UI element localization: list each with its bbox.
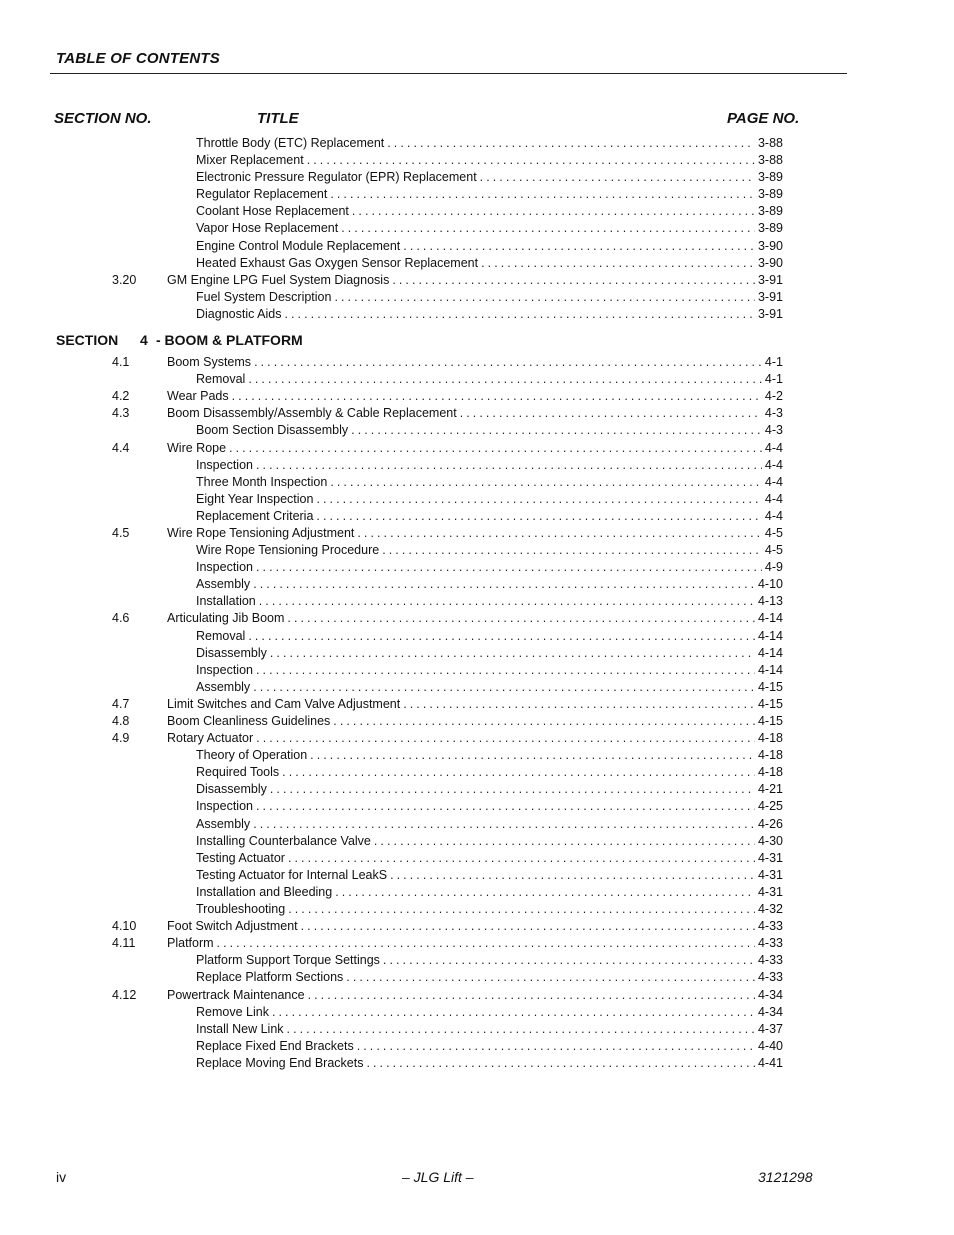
toc-row <box>0 798 954 815</box>
toc-entry-page: 3-90 <box>757 238 783 253</box>
dot-leader <box>366 1055 755 1072</box>
toc-row <box>0 135 954 152</box>
toc-entry-title: Regulator Replacement <box>196 187 328 202</box>
toc-entry-page: 4-34 <box>757 987 783 1002</box>
toc-entry[interactable] <box>196 1038 783 1055</box>
toc-row <box>0 1004 954 1021</box>
toc-entry-number: 4.4 <box>112 440 130 455</box>
toc-entry[interactable] <box>196 662 783 679</box>
toc-entry-number: 4.12 <box>112 987 137 1002</box>
toc-row <box>0 525 954 542</box>
toc-entry-title: Removal <box>196 372 246 387</box>
toc-entry-page: 4-34 <box>757 1004 783 1019</box>
toc-entry-title: Foot Switch Adjustment <box>167 919 298 934</box>
toc-row <box>0 816 954 833</box>
toc-entry-number: 4.3 <box>112 406 130 421</box>
toc-entry[interactable] <box>196 816 783 833</box>
toc-row <box>0 969 954 986</box>
dot-leader <box>481 255 755 272</box>
toc-entry-page: 4-30 <box>757 833 783 848</box>
dot-leader <box>284 306 755 323</box>
toc-entry[interactable] <box>196 559 783 576</box>
toc-entry[interactable] <box>196 901 783 918</box>
toc-entry-page: 4-31 <box>757 867 783 882</box>
toc-row <box>0 987 954 1004</box>
toc-entry-title: GM Engine LPG Fuel System Diagnosis <box>167 272 390 287</box>
toc-entry-title: Fuel System Description <box>196 289 332 304</box>
toc-entry[interactable] <box>167 272 783 289</box>
dot-leader <box>316 491 761 508</box>
toc-entry-title: Limit Switches and Cam Valve Adjustment <box>167 696 401 711</box>
toc-entry-page: 4-4 <box>764 508 783 523</box>
toc-entry-title: Diagnostic Aids <box>196 306 282 321</box>
toc-row <box>0 306 954 323</box>
toc-entry[interactable] <box>196 152 783 169</box>
toc-entry-number: 4.5 <box>112 525 130 540</box>
dot-leader <box>248 371 762 388</box>
section-heading <box>0 327 954 353</box>
toc-entry-title: Installation and Bleeding <box>196 884 333 899</box>
toc-entry[interactable] <box>196 220 783 237</box>
toc-entry-number: 4.9 <box>112 731 130 746</box>
toc-entry-page: 4-1 <box>764 372 783 387</box>
toc-entry-title: Inspection <box>196 799 253 814</box>
footer-page-number: iv <box>56 1169 67 1185</box>
dot-leader <box>253 576 755 593</box>
dot-leader <box>253 679 755 696</box>
toc-row <box>0 884 954 901</box>
dot-leader <box>310 747 755 764</box>
toc-entry-title: Assembly <box>196 577 251 592</box>
toc-entry-page: 4-31 <box>757 884 783 899</box>
column-header-page: PAGE NO. <box>727 110 800 127</box>
toc-row <box>0 781 954 798</box>
toc-entry-number: 4.8 <box>112 714 130 728</box>
column-header-section: SECTION NO. <box>54 110 152 127</box>
toc-entry-title: Assembly <box>196 679 251 694</box>
dot-leader <box>480 169 755 186</box>
section-heading-label: SECTION <box>56 332 119 349</box>
toc-entry-page: 4-4 <box>764 457 783 472</box>
toc-entry-page: 4-18 <box>757 731 783 746</box>
toc-entry[interactable] <box>196 1004 783 1021</box>
toc-entry-page: 4-14 <box>757 645 783 660</box>
dot-leader <box>256 662 755 679</box>
toc-entry-title: Disassembly <box>196 645 267 660</box>
toc-row <box>0 679 954 696</box>
toc-row <box>0 220 954 237</box>
toc-entry-title: Three Month Inspection <box>196 474 328 489</box>
toc-entry-title: Replace Moving End Brackets <box>196 1055 364 1070</box>
toc-entry-page: 4-33 <box>757 936 783 951</box>
toc-row <box>0 371 954 388</box>
toc-entry-title: Platform <box>167 936 214 951</box>
toc-entry-page: 4-2 <box>764 389 783 404</box>
toc-entry[interactable] <box>196 289 783 306</box>
header-rule <box>50 73 847 74</box>
toc-entry-page: 4-3 <box>764 406 783 421</box>
toc-row <box>0 388 954 405</box>
toc-entry[interactable] <box>196 645 783 662</box>
dot-leader <box>217 935 755 952</box>
toc-entry[interactable] <box>196 1021 783 1038</box>
dot-leader <box>307 152 755 169</box>
toc-entry-page: 3-89 <box>757 204 783 219</box>
toc-entry[interactable] <box>196 969 783 986</box>
toc-entry-title: Coolant Hose Replacement <box>196 204 349 219</box>
footer-document-number: 3121298 <box>758 1169 813 1185</box>
dot-leader <box>253 816 755 833</box>
toc-row <box>0 901 954 918</box>
toc-row <box>0 422 954 439</box>
toc-entry[interactable] <box>167 610 783 627</box>
toc-entry-title: Install New Link <box>196 1021 284 1036</box>
section-heading-title: - BOOM & PLATFORM <box>156 332 303 349</box>
toc-entry-page: 4-15 <box>757 714 783 728</box>
toc-row <box>0 272 954 289</box>
toc-entry[interactable] <box>167 713 783 730</box>
toc-entry-title: Heated Exhaust Gas Oxygen Sensor Replacement <box>196 255 479 270</box>
dot-leader <box>308 987 755 1004</box>
toc-entry-title: Troubleshooting <box>196 902 286 917</box>
toc-entry-title: Remove Link <box>196 1004 269 1019</box>
toc-entry[interactable] <box>196 833 783 850</box>
toc-entry-title: Boom Section Disassembly <box>196 423 349 438</box>
dot-leader <box>374 833 755 850</box>
toc-entry[interactable] <box>167 525 783 542</box>
toc-entry-page: 4-15 <box>757 696 783 711</box>
dot-leader <box>270 781 755 798</box>
toc-entry-page: 4-1 <box>764 355 783 370</box>
toc-entry[interactable] <box>196 491 783 508</box>
dot-leader <box>357 1038 755 1055</box>
toc-entry[interactable] <box>196 850 783 867</box>
toc-entry-page: 4-37 <box>757 1021 783 1036</box>
dot-leader <box>254 354 762 371</box>
toc-entry[interactable] <box>196 238 783 255</box>
toc-entry[interactable] <box>167 696 783 713</box>
toc-entry[interactable] <box>196 867 783 884</box>
dot-leader <box>248 628 755 645</box>
toc-entry[interactable] <box>196 169 783 186</box>
toc-entry-title: Installing Counterbalance Valve <box>196 833 371 848</box>
toc-entry-title: Vapor Hose Replacement <box>196 221 339 236</box>
toc-entry[interactable] <box>167 918 783 935</box>
toc-entry-title: Required Tools <box>196 765 280 780</box>
dot-leader <box>330 186 755 203</box>
dot-leader <box>333 713 755 730</box>
dot-leader <box>387 135 755 152</box>
toc-entry-title: Eight Year Inspection <box>196 491 314 506</box>
toc-entry-title: Testing Actuator for Internal LeakS <box>196 867 388 882</box>
dot-leader <box>270 645 755 662</box>
dot-leader <box>346 969 755 986</box>
toc-entry[interactable] <box>196 952 783 969</box>
toc-entry-title: Boom Cleanliness Guidelines <box>167 714 331 728</box>
toc-entry[interactable] <box>167 935 783 952</box>
toc-row <box>0 645 954 662</box>
toc-entry-title: Wire Rope Tensioning Procedure <box>196 543 380 558</box>
toc-entry-title: Inspection <box>196 560 253 575</box>
dot-leader <box>282 764 755 781</box>
toc-entry-page: 4-14 <box>757 611 783 626</box>
dot-leader <box>335 884 755 901</box>
toc-entry-page: 4-13 <box>757 594 783 609</box>
header-title: TABLE OF CONTENTS <box>56 50 220 67</box>
dot-leader <box>287 610 755 627</box>
toc-entry[interactable] <box>196 679 783 696</box>
toc-row <box>0 610 954 627</box>
dot-leader <box>301 918 755 935</box>
toc-entry-title: Rotary Actuator <box>167 731 254 746</box>
toc-entry[interactable] <box>196 255 783 272</box>
toc-entry-page: 4-14 <box>757 628 783 643</box>
toc-row <box>0 935 954 952</box>
dot-leader <box>351 422 762 439</box>
toc-entry-title: Electronic Pressure Regulator (EPR) Replacement <box>196 170 477 185</box>
toc-row <box>0 764 954 781</box>
toc-row <box>0 203 954 220</box>
dot-leader <box>272 1004 755 1021</box>
toc-entry[interactable] <box>196 1055 783 1072</box>
toc-entry-page: 4-31 <box>757 850 783 865</box>
toc-row <box>0 508 954 525</box>
toc-entry-page: 4-33 <box>757 953 783 968</box>
toc-entry[interactable] <box>196 798 783 815</box>
toc-entry[interactable] <box>196 764 783 781</box>
toc-entry[interactable] <box>196 593 783 610</box>
toc-entry-page: 3-88 <box>757 153 783 168</box>
toc-entry-title: Installation <box>196 594 256 609</box>
toc-row <box>0 474 954 491</box>
toc-entry-page: 4-41 <box>757 1055 783 1070</box>
toc-row <box>0 747 954 764</box>
dot-leader <box>288 850 755 867</box>
toc-entry-page: 4-9 <box>764 560 783 575</box>
toc-row <box>0 713 954 730</box>
toc-entry-title: Articulating Jib Boom <box>167 611 285 626</box>
toc-row <box>0 628 954 645</box>
toc-entry[interactable] <box>196 781 783 798</box>
dot-leader <box>316 508 762 525</box>
section-heading-number: 4 <box>140 332 148 349</box>
toc-entry-page: 4-5 <box>764 543 783 558</box>
toc-entry[interactable] <box>167 987 783 1004</box>
toc-entry-title: Boom Systems <box>167 355 252 370</box>
toc-entry[interactable] <box>196 884 783 901</box>
toc-entry-title: Inspection <box>196 662 253 677</box>
dot-leader <box>460 405 762 422</box>
dot-leader <box>403 696 755 713</box>
toc-row <box>0 867 954 884</box>
toc-entry[interactable] <box>167 440 783 457</box>
toc-entry[interactable] <box>196 186 783 203</box>
toc-entry-number: 4.10 <box>112 919 137 934</box>
dot-leader <box>334 289 755 306</box>
toc-entry-title: Powertrack Maintenance <box>167 987 305 1002</box>
toc-entry-number: 3.20 <box>112 272 137 287</box>
toc-entry-title: Mixer Replacement <box>196 153 304 168</box>
dot-leader <box>352 203 755 220</box>
dot-leader <box>383 952 755 969</box>
column-header-title: TITLE <box>257 110 299 127</box>
dot-leader <box>259 593 755 610</box>
toc-entry[interactable] <box>167 405 783 422</box>
toc-entry-page: 4-18 <box>757 748 783 763</box>
toc-entry-page: 4-32 <box>757 902 783 917</box>
toc-entry-title: Platform Support Torque Settings <box>196 953 380 968</box>
toc-entry[interactable] <box>167 388 783 405</box>
toc-entry-title: Assembly <box>196 816 251 831</box>
toc-entry-page: 3-89 <box>757 187 783 202</box>
toc-entry[interactable] <box>196 306 783 323</box>
toc-entry-page: 3-91 <box>757 289 783 304</box>
toc-row <box>0 576 954 593</box>
dot-leader <box>232 388 762 405</box>
toc-row <box>0 289 954 306</box>
toc-row <box>0 491 954 508</box>
toc-row <box>0 1038 954 1055</box>
toc-row <box>0 238 954 255</box>
dot-leader <box>390 867 755 884</box>
dot-leader <box>256 457 762 474</box>
toc-entry-page: 4-15 <box>757 679 783 694</box>
toc-entry[interactable] <box>196 371 783 388</box>
dot-leader <box>288 901 755 918</box>
toc-entry[interactable] <box>167 354 783 371</box>
toc-entry[interactable] <box>196 747 783 764</box>
toc-row <box>0 457 954 474</box>
toc-entry-number: 4.11 <box>112 936 136 951</box>
toc-row <box>0 850 954 867</box>
toc-entry-page: 4-14 <box>757 662 783 677</box>
dot-leader <box>256 798 755 815</box>
toc-row <box>0 833 954 850</box>
toc-entry-page: 4-40 <box>757 1038 783 1053</box>
toc-entry-page: 3-91 <box>757 272 783 287</box>
toc-entry-page: 4-4 <box>764 474 783 489</box>
toc-entry[interactable] <box>196 576 783 593</box>
toc-entry-title: Inspection <box>196 457 253 472</box>
toc-entry-page: 4-33 <box>757 919 783 934</box>
toc-entry[interactable] <box>196 422 783 439</box>
toc-entry-page: 4-4 <box>764 440 783 455</box>
toc-entry-page: 4-33 <box>757 970 783 985</box>
toc-entry-page: 4-3 <box>764 423 783 438</box>
toc-entry[interactable] <box>196 542 783 559</box>
dot-leader <box>256 730 755 747</box>
toc-row <box>0 152 954 169</box>
toc-entry-title: Testing Actuator <box>196 850 285 865</box>
dot-leader <box>357 525 762 542</box>
toc-entry-number: 4.1 <box>112 355 130 370</box>
toc-row <box>0 696 954 713</box>
toc-entry-number: 4.2 <box>112 389 130 404</box>
toc-entry-page: 4-4 <box>764 491 783 506</box>
toc-row <box>0 559 954 576</box>
toc-row <box>0 542 954 559</box>
toc-entry-title: Replace Platform Sections <box>196 970 344 985</box>
toc-entry-title: Wire Rope <box>167 440 227 455</box>
toc-entry-page: 3-89 <box>757 221 783 236</box>
toc-entry[interactable] <box>196 135 783 152</box>
toc-entry-page: 3-90 <box>757 255 783 270</box>
toc-entry-title: Throttle Body (ETC) Replacement <box>196 136 385 150</box>
toc-list <box>0 135 954 1072</box>
toc-entry-number: 4.6 <box>112 611 130 626</box>
toc-entry-page: 4-26 <box>757 816 783 831</box>
toc-entry-title: Replace Fixed End Brackets <box>196 1038 354 1053</box>
toc-row <box>0 1055 954 1072</box>
toc-entry-page: 3-88 <box>757 136 783 150</box>
toc-row <box>0 405 954 422</box>
toc-entry-page: 3-89 <box>757 170 783 185</box>
toc-entry[interactable] <box>196 508 783 525</box>
toc-entry[interactable] <box>196 474 783 491</box>
toc-entry-title: Engine Control Module Replacement <box>196 238 401 253</box>
toc-row <box>0 1021 954 1038</box>
toc-row <box>0 440 954 457</box>
dot-leader <box>287 1021 755 1038</box>
toc-entry-title: Wear Pads <box>167 389 229 404</box>
toc-row <box>0 730 954 747</box>
dot-leader <box>330 474 762 491</box>
toc-row <box>0 169 954 186</box>
toc-entry-page: 4-10 <box>757 577 783 592</box>
toc-entry[interactable] <box>196 203 783 220</box>
dot-leader <box>403 238 755 255</box>
toc-entry-page: 4-21 <box>757 782 783 797</box>
toc-entry[interactable] <box>196 628 783 645</box>
toc-row <box>0 952 954 969</box>
toc-entry-title: Disassembly <box>196 782 267 797</box>
toc-entry-page: 4-18 <box>757 765 783 780</box>
dot-leader <box>256 559 762 576</box>
toc-row <box>0 354 954 371</box>
footer-publisher: – JLG Lift – <box>402 1169 474 1185</box>
toc-entry[interactable] <box>196 457 783 474</box>
toc-entry-title: Replacement Criteria <box>196 508 314 523</box>
toc-entry-title: Wire Rope Tensioning Adjustment <box>167 525 355 540</box>
dot-leader <box>382 542 762 559</box>
toc-row <box>0 593 954 610</box>
toc-entry-page: 4-5 <box>764 525 783 540</box>
toc-row <box>0 918 954 935</box>
toc-entry[interactable] <box>167 730 783 747</box>
toc-row <box>0 255 954 272</box>
toc-entry-title: Boom Disassembly/Assembly & Cable Replacement <box>167 406 457 421</box>
toc-entry-page: 3-91 <box>757 306 783 321</box>
toc-entry-page: 4-25 <box>757 799 783 814</box>
dot-leader <box>392 272 755 289</box>
toc-entry-number: 4.7 <box>112 696 130 711</box>
toc-row <box>0 186 954 203</box>
toc-row <box>0 662 954 679</box>
dot-leader <box>229 440 762 457</box>
toc-entry-title: Theory of Operation <box>196 748 308 763</box>
toc-entry-title: Removal <box>196 628 246 643</box>
dot-leader <box>341 220 755 237</box>
